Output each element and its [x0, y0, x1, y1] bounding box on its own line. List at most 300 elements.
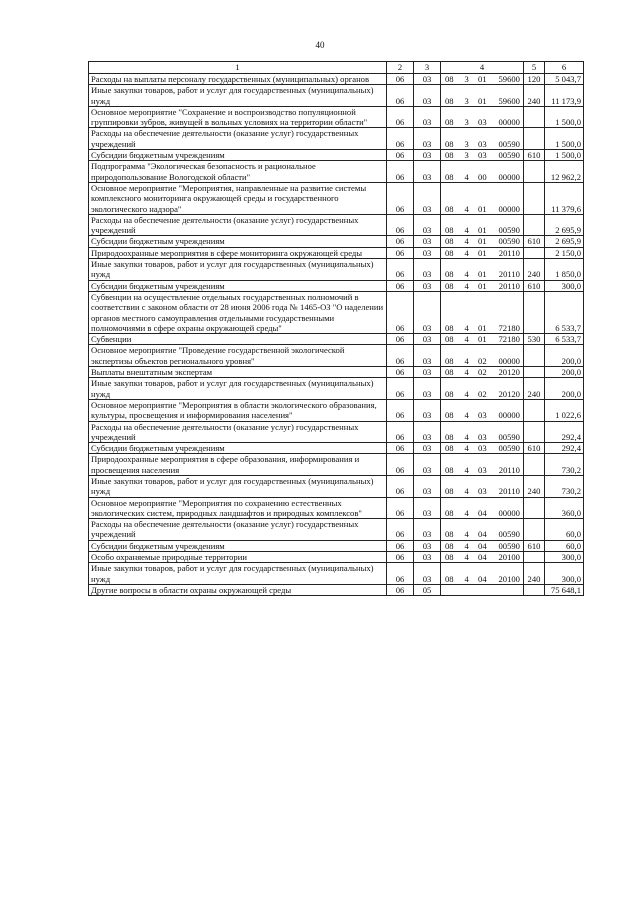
row-subsection: 03 — [414, 519, 441, 541]
row-target-code — [441, 74, 524, 85]
row-name: Субсидии бюджетным учреждениям — [89, 540, 387, 551]
row-target-code — [441, 150, 524, 161]
row-target-code — [441, 345, 524, 367]
row-amount: 1 850,0 — [545, 259, 584, 281]
row-subsection: 03 — [414, 443, 441, 454]
code-direction: 20110 — [498, 280, 520, 291]
row-section: 06 — [387, 106, 414, 128]
code-subprogram: 4 — [464, 225, 469, 236]
row-expense-type: 240 — [524, 259, 545, 281]
row-section: 06 — [387, 367, 414, 378]
row-subsection: 03 — [414, 291, 441, 333]
row-expense-type: 610 — [524, 540, 545, 551]
row-expense-type — [524, 345, 545, 367]
row-expense-type — [524, 399, 545, 421]
row-amount: 200,0 — [545, 367, 584, 378]
row-section: 06 — [387, 161, 414, 183]
row-name: Подпрограмма "Экологическая безопасность и рациональное природопользование Вологодской области" — [89, 161, 387, 183]
code-activity: 00 — [478, 171, 487, 182]
row-amount: 2 150,0 — [545, 247, 584, 258]
row-section: 06 — [387, 280, 414, 291]
row-amount: 730,2 — [545, 475, 584, 497]
code-activity: 04 — [478, 529, 487, 540]
row-section: 06 — [387, 454, 414, 476]
code-subprogram: 3 — [464, 138, 469, 149]
row-section: 06 — [387, 421, 414, 443]
row-target-code — [441, 540, 524, 551]
row-amount: 2 695,9 — [545, 236, 584, 247]
code-program: 08 — [445, 280, 454, 291]
code-direction: 00000 — [498, 410, 520, 421]
code-direction: 20110 — [498, 486, 520, 497]
row-subsection: 03 — [414, 563, 441, 585]
row-subsection: 03 — [414, 552, 441, 563]
row-name: Основное мероприятие "Мероприятия в области экологического образования, культуры, просвещения и информирования населения" — [89, 399, 387, 421]
row-name: Основное мероприятие "Мероприятия по сохранению естественных экологических систем, природных ландшафтов и природных комплексов" — [89, 497, 387, 519]
table-row — [89, 540, 584, 551]
code-activity: 04 — [478, 540, 487, 551]
code-activity: 02 — [478, 367, 487, 378]
row-subsection: 03 — [414, 85, 441, 107]
row-name: Иные закупки товаров, работ и услуг для государственных (муниципальных) нужд — [89, 475, 387, 497]
row-name: Природоохранные мероприятия в сфере образования, информирования и просвещения населения — [89, 454, 387, 476]
table-row — [89, 552, 584, 563]
row-subsection: 03 — [414, 454, 441, 476]
row-expense-type — [524, 519, 545, 541]
row-target-code — [441, 367, 524, 378]
code-subprogram: 4 — [464, 280, 469, 291]
row-name: Основное мероприятие "Сохранение и воспроизводство популяционной группировки зубров, живущей в вольных условиях на территории области" — [89, 106, 387, 128]
row-section: 06 — [387, 85, 414, 107]
row-subsection: 03 — [414, 367, 441, 378]
table-row — [89, 74, 584, 85]
row-subsection: 03 — [414, 128, 441, 150]
table-row — [89, 378, 584, 400]
row-subsection: 03 — [414, 334, 441, 345]
row-amount: 6 533,7 — [545, 334, 584, 345]
code-activity: 01 — [478, 322, 487, 333]
row-subsection: 05 — [414, 584, 441, 595]
code-direction: 00000 — [498, 355, 520, 366]
row-name: Иные закупки товаров, работ и услуг для государственных (муниципальных) нужд — [89, 378, 387, 400]
row-subsection: 03 — [414, 106, 441, 128]
row-amount: 292,4 — [545, 421, 584, 443]
row-subsection: 03 — [414, 378, 441, 400]
row-section: 06 — [387, 247, 414, 258]
code-activity: 01 — [478, 95, 487, 106]
row-section: 06 — [387, 182, 414, 214]
code-activity: 02 — [478, 355, 487, 366]
code-program: 08 — [445, 355, 454, 366]
row-target-code — [441, 291, 524, 333]
code-program: 08 — [445, 507, 454, 518]
row-name: Субсидии бюджетным учреждениям — [89, 236, 387, 247]
row-name: Субсидии бюджетным учреждениям — [89, 443, 387, 454]
code-activity: 04 — [478, 552, 487, 563]
row-expense-type: 120 — [524, 74, 545, 85]
row-amount: 11 173,9 — [545, 85, 584, 107]
row-target-code — [441, 421, 524, 443]
code-subprogram: 4 — [464, 269, 469, 280]
code-direction: 00590 — [498, 540, 520, 551]
row-expense-type — [524, 584, 545, 595]
code-subprogram: 4 — [464, 367, 469, 378]
code-subprogram: 4 — [464, 443, 469, 454]
code-direction: 00590 — [498, 150, 520, 161]
row-subsection: 03 — [414, 421, 441, 443]
code-subprogram: 4 — [464, 573, 469, 584]
row-section: 06 — [387, 552, 414, 563]
row-name: Субсидии бюджетным учреждениям — [89, 150, 387, 161]
row-section: 06 — [387, 74, 414, 85]
header-cell: 2 — [387, 62, 414, 74]
table-row — [89, 334, 584, 345]
code-direction: 00590 — [498, 443, 520, 454]
code-subprogram: 4 — [464, 552, 469, 563]
row-target-code — [441, 519, 524, 541]
table-row — [89, 106, 584, 128]
code-program: 08 — [445, 95, 454, 106]
row-amount: 1 500,0 — [545, 150, 584, 161]
code-program: 08 — [445, 117, 454, 128]
row-amount: 75 648,1 — [545, 584, 584, 595]
row-section: 06 — [387, 399, 414, 421]
code-subprogram: 3 — [464, 74, 469, 84]
code-activity: 01 — [478, 225, 487, 236]
row-subsection: 03 — [414, 345, 441, 367]
row-expense-type — [524, 291, 545, 333]
code-direction: 20120 — [498, 367, 520, 378]
row-target-code — [441, 443, 524, 454]
row-expense-type: 610 — [524, 443, 545, 454]
row-amount: 200,0 — [545, 378, 584, 400]
header-cell: 5 — [524, 62, 545, 74]
row-expense-type: 610 — [524, 236, 545, 247]
row-name: Иные закупки товаров, работ и услуг для государственных (муниципальных) нужд — [89, 259, 387, 281]
row-amount: 11 379,6 — [545, 182, 584, 214]
table-row — [89, 161, 584, 183]
row-expense-type: 610 — [524, 280, 545, 291]
header-cell: 1 — [89, 62, 387, 74]
code-activity: 01 — [478, 334, 487, 345]
code-subprogram: 3 — [464, 95, 469, 106]
table-row — [89, 247, 584, 258]
code-program: 08 — [445, 236, 454, 247]
row-expense-type — [524, 128, 545, 150]
row-expense-type — [524, 247, 545, 258]
code-program: 08 — [445, 540, 454, 551]
row-name: Субсидии бюджетным учреждениям — [89, 280, 387, 291]
row-subsection: 03 — [414, 214, 441, 236]
row-name: Особо охраняемые природные территории — [89, 552, 387, 563]
row-target-code — [441, 161, 524, 183]
table-header-row — [89, 62, 584, 74]
row-amount: 12 962,2 — [545, 161, 584, 183]
code-program: 08 — [445, 203, 454, 214]
row-target-code — [441, 236, 524, 247]
row-amount: 60,0 — [545, 540, 584, 551]
code-direction: 59600 — [498, 74, 520, 84]
code-subprogram: 4 — [464, 464, 469, 475]
row-section: 06 — [387, 497, 414, 519]
row-target-code — [441, 214, 524, 236]
row-expense-type — [524, 421, 545, 443]
row-subsection: 03 — [414, 150, 441, 161]
row-expense-type — [524, 497, 545, 519]
code-direction: 20110 — [498, 247, 520, 258]
code-program: 08 — [445, 464, 454, 475]
row-amount: 200,0 — [545, 345, 584, 367]
row-expense-type — [524, 214, 545, 236]
row-section: 06 — [387, 259, 414, 281]
header-cell: 6 — [545, 62, 584, 74]
table-row — [89, 454, 584, 476]
code-program: 08 — [445, 529, 454, 540]
code-direction: 00590 — [498, 236, 520, 247]
row-amount: 300,0 — [545, 280, 584, 291]
table-row — [89, 214, 584, 236]
row-amount: 292,4 — [545, 443, 584, 454]
code-activity: 01 — [478, 74, 487, 84]
row-expense-type: 610 — [524, 150, 545, 161]
code-activity: 03 — [478, 431, 487, 442]
row-subsection: 03 — [414, 74, 441, 85]
row-section: 06 — [387, 540, 414, 551]
code-activity: 01 — [478, 280, 487, 291]
row-target-code — [441, 497, 524, 519]
table-row — [89, 182, 584, 214]
row-section: 06 — [387, 475, 414, 497]
row-target-code — [441, 552, 524, 563]
row-name: Основное мероприятие "Мероприятия, направленные на развитие системы комплексного мониторинга окружающей среды и государственного экологического надзора" — [89, 182, 387, 214]
table-row — [89, 367, 584, 378]
code-program: 08 — [445, 247, 454, 258]
row-target-code — [441, 563, 524, 585]
code-subprogram: 3 — [464, 150, 469, 161]
code-direction: 59600 — [498, 95, 520, 106]
row-amount: 300,0 — [545, 563, 584, 585]
row-target-code — [441, 85, 524, 107]
row-section: 06 — [387, 345, 414, 367]
table-row — [89, 421, 584, 443]
row-expense-type — [524, 367, 545, 378]
code-program: 08 — [445, 443, 454, 454]
table-row — [89, 399, 584, 421]
row-expense-type: 240 — [524, 85, 545, 107]
row-expense-type — [524, 161, 545, 183]
row-amount: 6 533,7 — [545, 291, 584, 333]
code-program: 08 — [445, 138, 454, 149]
page-number: 40 — [315, 40, 325, 50]
row-section: 06 — [387, 128, 414, 150]
code-program: 08 — [445, 150, 454, 161]
code-program: 08 — [445, 388, 454, 399]
row-subsection: 03 — [414, 497, 441, 519]
row-name: Другие вопросы в области охраны окружающей среды — [89, 584, 387, 595]
row-subsection: 03 — [414, 236, 441, 247]
row-subsection: 03 — [414, 475, 441, 497]
code-direction: 72180 — [498, 334, 520, 345]
code-activity: 03 — [478, 117, 487, 128]
row-expense-type: 240 — [524, 563, 545, 585]
table-row — [89, 85, 584, 107]
code-direction: 00590 — [498, 431, 520, 442]
row-amount: 5 043,7 — [545, 74, 584, 85]
table-row — [89, 584, 584, 595]
code-activity: 03 — [478, 443, 487, 454]
row-amount: 1 500,0 — [545, 128, 584, 150]
code-direction: 00000 — [498, 117, 520, 128]
code-subprogram: 4 — [464, 236, 469, 247]
row-section: 06 — [387, 334, 414, 345]
code-direction: 00590 — [498, 529, 520, 540]
code-program: 08 — [445, 171, 454, 182]
row-name: Выплаты внештатным экспертам — [89, 367, 387, 378]
row-subsection: 03 — [414, 247, 441, 258]
table-row — [89, 291, 584, 333]
code-program: 08 — [445, 410, 454, 421]
row-name: Природоохранные мероприятия в сфере мониторинга окружающей среды — [89, 247, 387, 258]
code-program: 08 — [445, 486, 454, 497]
row-expense-type — [524, 454, 545, 476]
code-activity: 03 — [478, 486, 487, 497]
row-target-code — [441, 182, 524, 214]
row-subsection: 03 — [414, 399, 441, 421]
code-direction: 20110 — [498, 464, 520, 475]
row-amount: 1 500,0 — [545, 106, 584, 128]
code-subprogram: 3 — [464, 117, 469, 128]
row-section: 06 — [387, 291, 414, 333]
code-activity: 01 — [478, 236, 487, 247]
row-expense-type — [524, 552, 545, 563]
code-direction: 20100 — [498, 552, 520, 563]
row-target-code — [441, 334, 524, 345]
row-amount: 2 695,9 — [545, 214, 584, 236]
code-program: 08 — [445, 573, 454, 584]
code-direction: 00000 — [498, 171, 520, 182]
row-section: 06 — [387, 584, 414, 595]
table-row — [89, 563, 584, 585]
code-activity: 03 — [478, 410, 487, 421]
code-subprogram: 4 — [464, 247, 469, 258]
code-direction: 72180 — [498, 322, 520, 333]
code-program: 08 — [445, 552, 454, 563]
row-target-code — [441, 280, 524, 291]
row-section: 06 — [387, 214, 414, 236]
row-section: 06 — [387, 150, 414, 161]
row-name: Иные закупки товаров, работ и услуг для государственных (муниципальных) нужд — [89, 85, 387, 107]
code-direction: 00590 — [498, 225, 520, 236]
row-target-code — [441, 475, 524, 497]
code-subprogram: 4 — [464, 388, 469, 399]
row-expense-type: 530 — [524, 334, 545, 345]
code-activity: 01 — [478, 203, 487, 214]
row-name: Иные закупки товаров, работ и услуг для государственных (муниципальных) нужд — [89, 563, 387, 585]
code-subprogram: 4 — [464, 410, 469, 421]
code-program: 08 — [445, 225, 454, 236]
row-subsection: 03 — [414, 259, 441, 281]
table-row — [89, 259, 584, 281]
code-direction: 00000 — [498, 507, 520, 518]
code-activity: 01 — [478, 269, 487, 280]
code-subprogram: 4 — [464, 431, 469, 442]
row-name: Расходы на обеспечение деятельности (оказание услуг) государственных учреждений — [89, 128, 387, 150]
code-program: 08 — [445, 367, 454, 378]
row-target-code — [441, 247, 524, 258]
row-amount: 1 022,6 — [545, 399, 584, 421]
code-subprogram: 4 — [464, 540, 469, 551]
code-subprogram: 4 — [464, 355, 469, 366]
code-subprogram: 4 — [464, 171, 469, 182]
row-name: Основное мероприятие "Проведение государственной экологической экспертизы объектов регионального уровня" — [89, 345, 387, 367]
code-activity: 02 — [478, 388, 487, 399]
code-direction: 00000 — [498, 203, 520, 214]
row-expense-type: 240 — [524, 475, 545, 497]
code-activity: 04 — [478, 573, 487, 584]
row-target-code — [441, 454, 524, 476]
code-subprogram: 4 — [464, 529, 469, 540]
code-subprogram: 4 — [464, 334, 469, 345]
row-expense-type — [524, 106, 545, 128]
row-section: 06 — [387, 236, 414, 247]
row-subsection: 03 — [414, 540, 441, 551]
row-target-code — [441, 128, 524, 150]
row-subsection: 03 — [414, 161, 441, 183]
code-activity: 03 — [478, 138, 487, 149]
row-section: 06 — [387, 563, 414, 585]
row-target-code — [441, 106, 524, 128]
code-subprogram: 4 — [464, 507, 469, 518]
table-row — [89, 443, 584, 454]
code-activity: 03 — [478, 150, 487, 161]
header-cell: 3 — [414, 62, 441, 74]
row-amount: 730,2 — [545, 454, 584, 476]
row-section: 06 — [387, 519, 414, 541]
table-row — [89, 345, 584, 367]
code-program: 08 — [445, 334, 454, 345]
row-amount: 300,0 — [545, 552, 584, 563]
row-name: Субвенции — [89, 334, 387, 345]
code-activity: 04 — [478, 507, 487, 518]
row-amount: 360,0 — [545, 497, 584, 519]
row-subsection: 03 — [414, 280, 441, 291]
code-direction: 20100 — [498, 573, 520, 584]
table-row — [89, 475, 584, 497]
row-amount: 60,0 — [545, 519, 584, 541]
row-target-code — [441, 399, 524, 421]
code-activity: 03 — [478, 464, 487, 475]
table-row — [89, 280, 584, 291]
row-section: 06 — [387, 443, 414, 454]
code-program: 08 — [445, 269, 454, 280]
row-target-code — [441, 584, 524, 595]
code-direction: 20110 — [498, 269, 520, 280]
table-row — [89, 236, 584, 247]
row-name: Расходы на обеспечение деятельности (оказание услуг) государственных учреждений — [89, 214, 387, 236]
code-subprogram: 4 — [464, 322, 469, 333]
row-name: Расходы на обеспечение деятельности (оказание услуг) государственных учреждений — [89, 519, 387, 541]
row-target-code — [441, 259, 524, 281]
row-name: Субвенции на осуществление отдельных государственных полномочий в соответствии с законом области от 28 июня 2006 года № 1465-ОЗ "О наделении органов местного самоуправления отдельными государственными полномочиями в сфере охраны окружающей среды" — [89, 291, 387, 333]
row-section: 06 — [387, 378, 414, 400]
code-subprogram: 4 — [464, 203, 469, 214]
row-subsection: 03 — [414, 182, 441, 214]
row-expense-type — [524, 182, 545, 214]
header-cell: 4 — [441, 62, 524, 74]
row-target-code — [441, 378, 524, 400]
code-program: 08 — [445, 431, 454, 442]
code-subprogram: 4 — [464, 486, 469, 497]
